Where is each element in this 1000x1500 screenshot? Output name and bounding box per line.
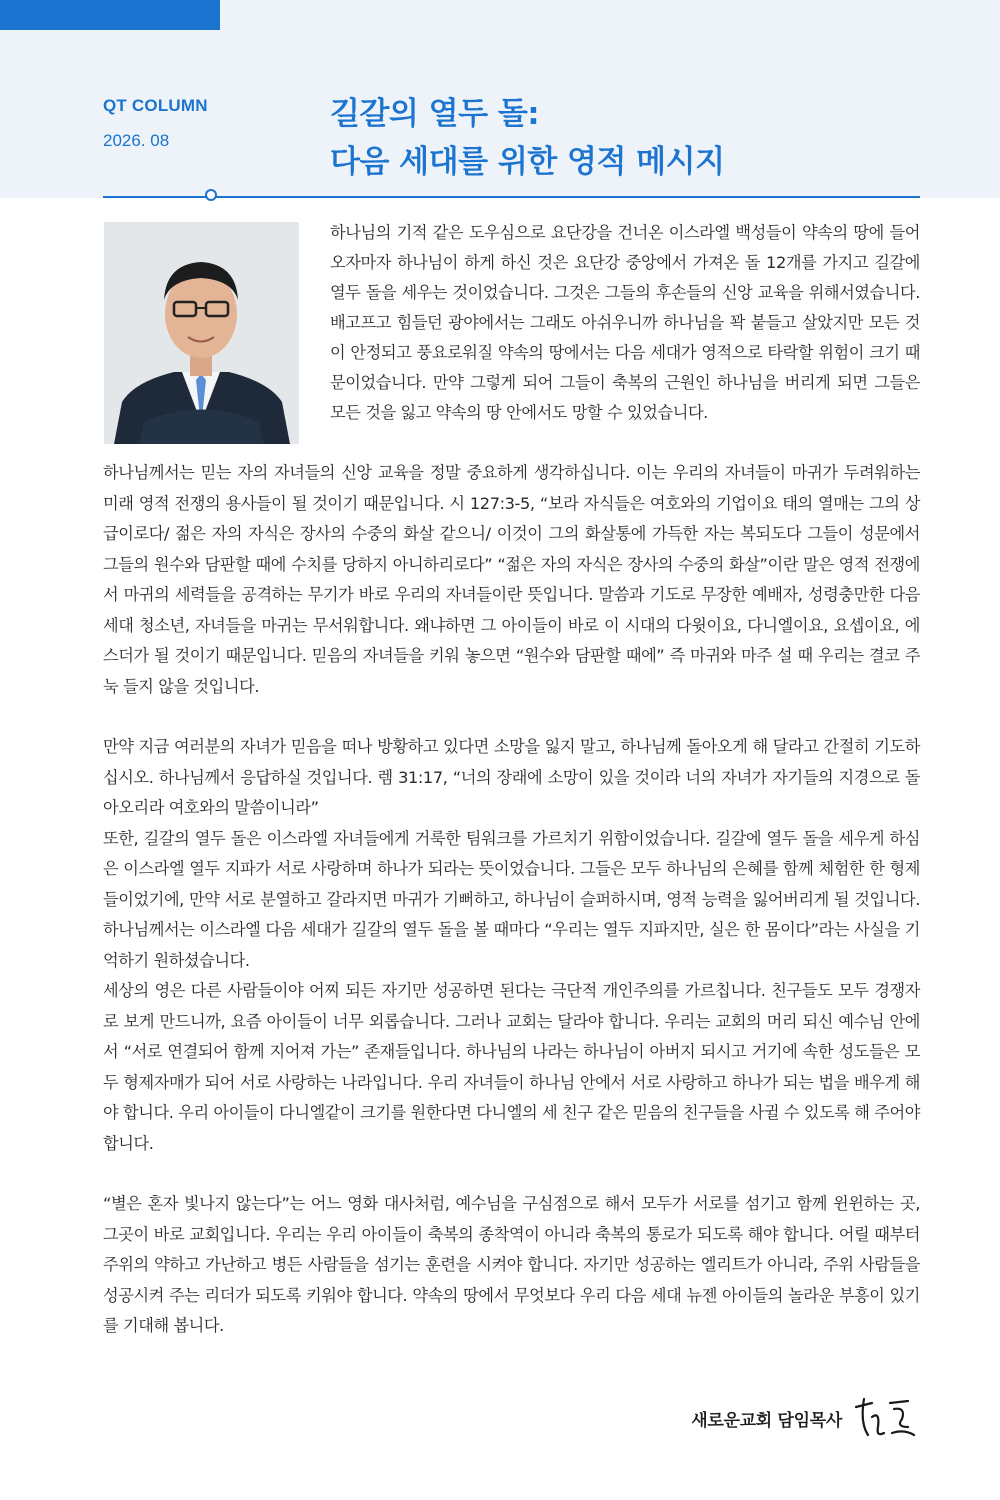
- accent-bar: [0, 0, 220, 30]
- signature: [691, 1393, 920, 1443]
- article-body: [103, 218, 920, 1342]
- divider-dot: [205, 189, 217, 201]
- page-title: [330, 90, 725, 186]
- issue-date: 2026. 08: [103, 131, 170, 150]
- paragraph-5: 세상의 영은 다른 사람들이야 어찌 되든 자기만 성공하면 된다는 극단적 개인주의를 가르칩니다. 친구들도 모두 경쟁자로 보게 만드니까, 요즘 아이들이 너무 외롭습니다. 그러나 교회는 달라야 합니다. 우리는 교회의 머리 되신 예수님 안에서 “서로 연결되어 함께 지어져 가는” 존재들입니다. 하나님의 나라는 하나님이 아버지 되시고 거기에 속한 성도들은 모두 형제자매가 되어 서로 사랑하는 나라입니다. 우리 자녀들이 하나님 안에서 서로 사랑하고 하나가 되는 법을 배우게 해야 합니다. 우리 아이들이 다니엘같이 크기를 원한다면 다니엘의 세 친구 같은 믿음의 친구들을 사귈 수 있도록 해 주어야 합니다.: [103, 981, 920, 1153]
- paragraph-3: 만약 지금 여러분의 자녀가 믿음을 떠나 방황하고 있다면 소망을 잃지 말고, 하나님께 돌아오게 해 달라고 간절히 기도하십시오. 하나님께서 응답하실 것입니다. 렘 31:17, “너의 장래에 소망이 있을 것이라 너의 자녀가 자기들의 지경으로 돌아오리라 여호와의 말씀이니라”: [103, 737, 920, 817]
- handwritten-signature: [850, 1393, 920, 1443]
- paragraph-gap: [103, 1159, 920, 1189]
- title-line-2: 다음 세대를 위한 영적 메시지: [330, 144, 725, 180]
- paragraph-gap: [103, 702, 920, 732]
- paragraph-2: 하나님께서는 믿는 자의 자녀들의 신앙 교육을 정말 중요하게 생각하십니다. 이는 우리의 자녀들이 마귀가 두려워하는 미래 영적 전쟁의 용사들이 될 것이기 때문입니다. 시 127:3-5, “보라 자식들은 여호와의 기업이요 태의 열매는 그의 상급이로다/ 젊은 자의 자식은 장사의 수중의 화살 같으니/ 이것이 그의 화살통에 가득한 자는 복되도다 그들이 성문에서 그들의 원수와 담판할 때에 수치를 당하지 아니하리로다” “젊은 자의 자식은 장사의 수중의 화살”이란 말은 영적 전쟁에서 마귀의 세력들을 공격하는 무기가 바로 우리의 자녀들이란 뜻입니다. 말씀과 기도로 무장한 예배자, 성령충만한 다음 세대 청소년, 자녀들을 마귀는 무서워합니다. 왜냐하면 그 아이들이 바로 이 시대의 다윗이요, 다니엘이요, 요셉이요, 에스더가 될 것이기 때문입니다. 믿음의 자녀들을 키워 놓으면 “원수와 담판할 때에” 즉 마귀와 마주 설 때 우리는 결코 주눅 들지 않을 것입니다.: [103, 463, 920, 696]
- paragraph-gap: [103, 428, 920, 458]
- signature-title: 새로운교회 담임목사: [691, 1410, 842, 1431]
- paragraph-intro: 하나님의 기적 같은 도우심으로 요단강을 건너온 이스라엘 백성들이 약속의 땅에 들어오자마자 하나님이 하게 하신 것은 요단강 중앙에서 가져온 돌 12개를 가지고 길갈에 열두 돌을 세우는 것이었습니다. 그것은 그들의 후손들의 신앙 교육을 위해서였습니다. 배고프고 힘들던 광야에서는 그래도 아쉬우니까 하나님을 꽉 붙들고 살았지만 모든 것이 안정되고 풍요로워질 약속의 땅에서는 다음 세대가 영적으로 타락할 위험이 크기 때문이었습니다. 만약 그렇게 되어 그들이 축복의 근원인 하나님을 버리게 되면 그들은 모든 것을 잃고 약속의 땅 안에서도 망할 수 있었습니다.: [330, 223, 920, 422]
- paragraph-4: 또한, 길갈의 열두 돌은 이스라엘 자녀들에게 거룩한 팀워크를 가르치기 위함이었습니다. 길갈에 열두 돌을 세우게 하심은 이스라엘 열두 지파가 서로 사랑하며 하나가 되라는 뜻이었습니다. 그들은 모두 하나님의 은혜를 함께 체험한 한 형제들이었기에, 만약 서로 분열하고 갈라지면 마귀가 기뻐하고, 하나님이 슬퍼하시며, 영적 능력을 잃어버리게 될 것입니다. 하나님께서는 이스라엘 다음 세대가 길갈의 열두 돌을 볼 때마다 “우리는 열두 지파지만, 실은 한 몸이다”라는 사실을 기억하기 원하셨습니다.: [103, 828, 920, 970]
- title-line-1: 길갈의 열두 돌:: [330, 96, 540, 132]
- header-divider: [103, 196, 920, 198]
- column-label: QT COLUMN: [103, 96, 208, 115]
- paragraph-6: “별은 혼자 빛나지 않는다”는 어느 영화 대사처럼, 예수님을 구심점으로 해서 모두가 서로를 섬기고 함께 윈윈하는 곳, 그곳이 바로 교회입니다. 우리는 우리 아이들이 축복의 종착역이 아니라 축복의 통로가 되도록 해야 합니다. 어릴 때부터 주위의 약하고 가난하고 병든 사람들을 섬기는 훈련을 시켜야 합니다. 자기만 성공하는 엘리트가 아니라, 주위 사람들을 성공시켜 주는 리더가 되도록 키워야 합니다. 약속의 땅에서 무엇보다 우리 다음 세대 뉴젠 아이들의 놀라운 부흥이 있기를 기대해 봅니다.: [103, 1194, 920, 1335]
